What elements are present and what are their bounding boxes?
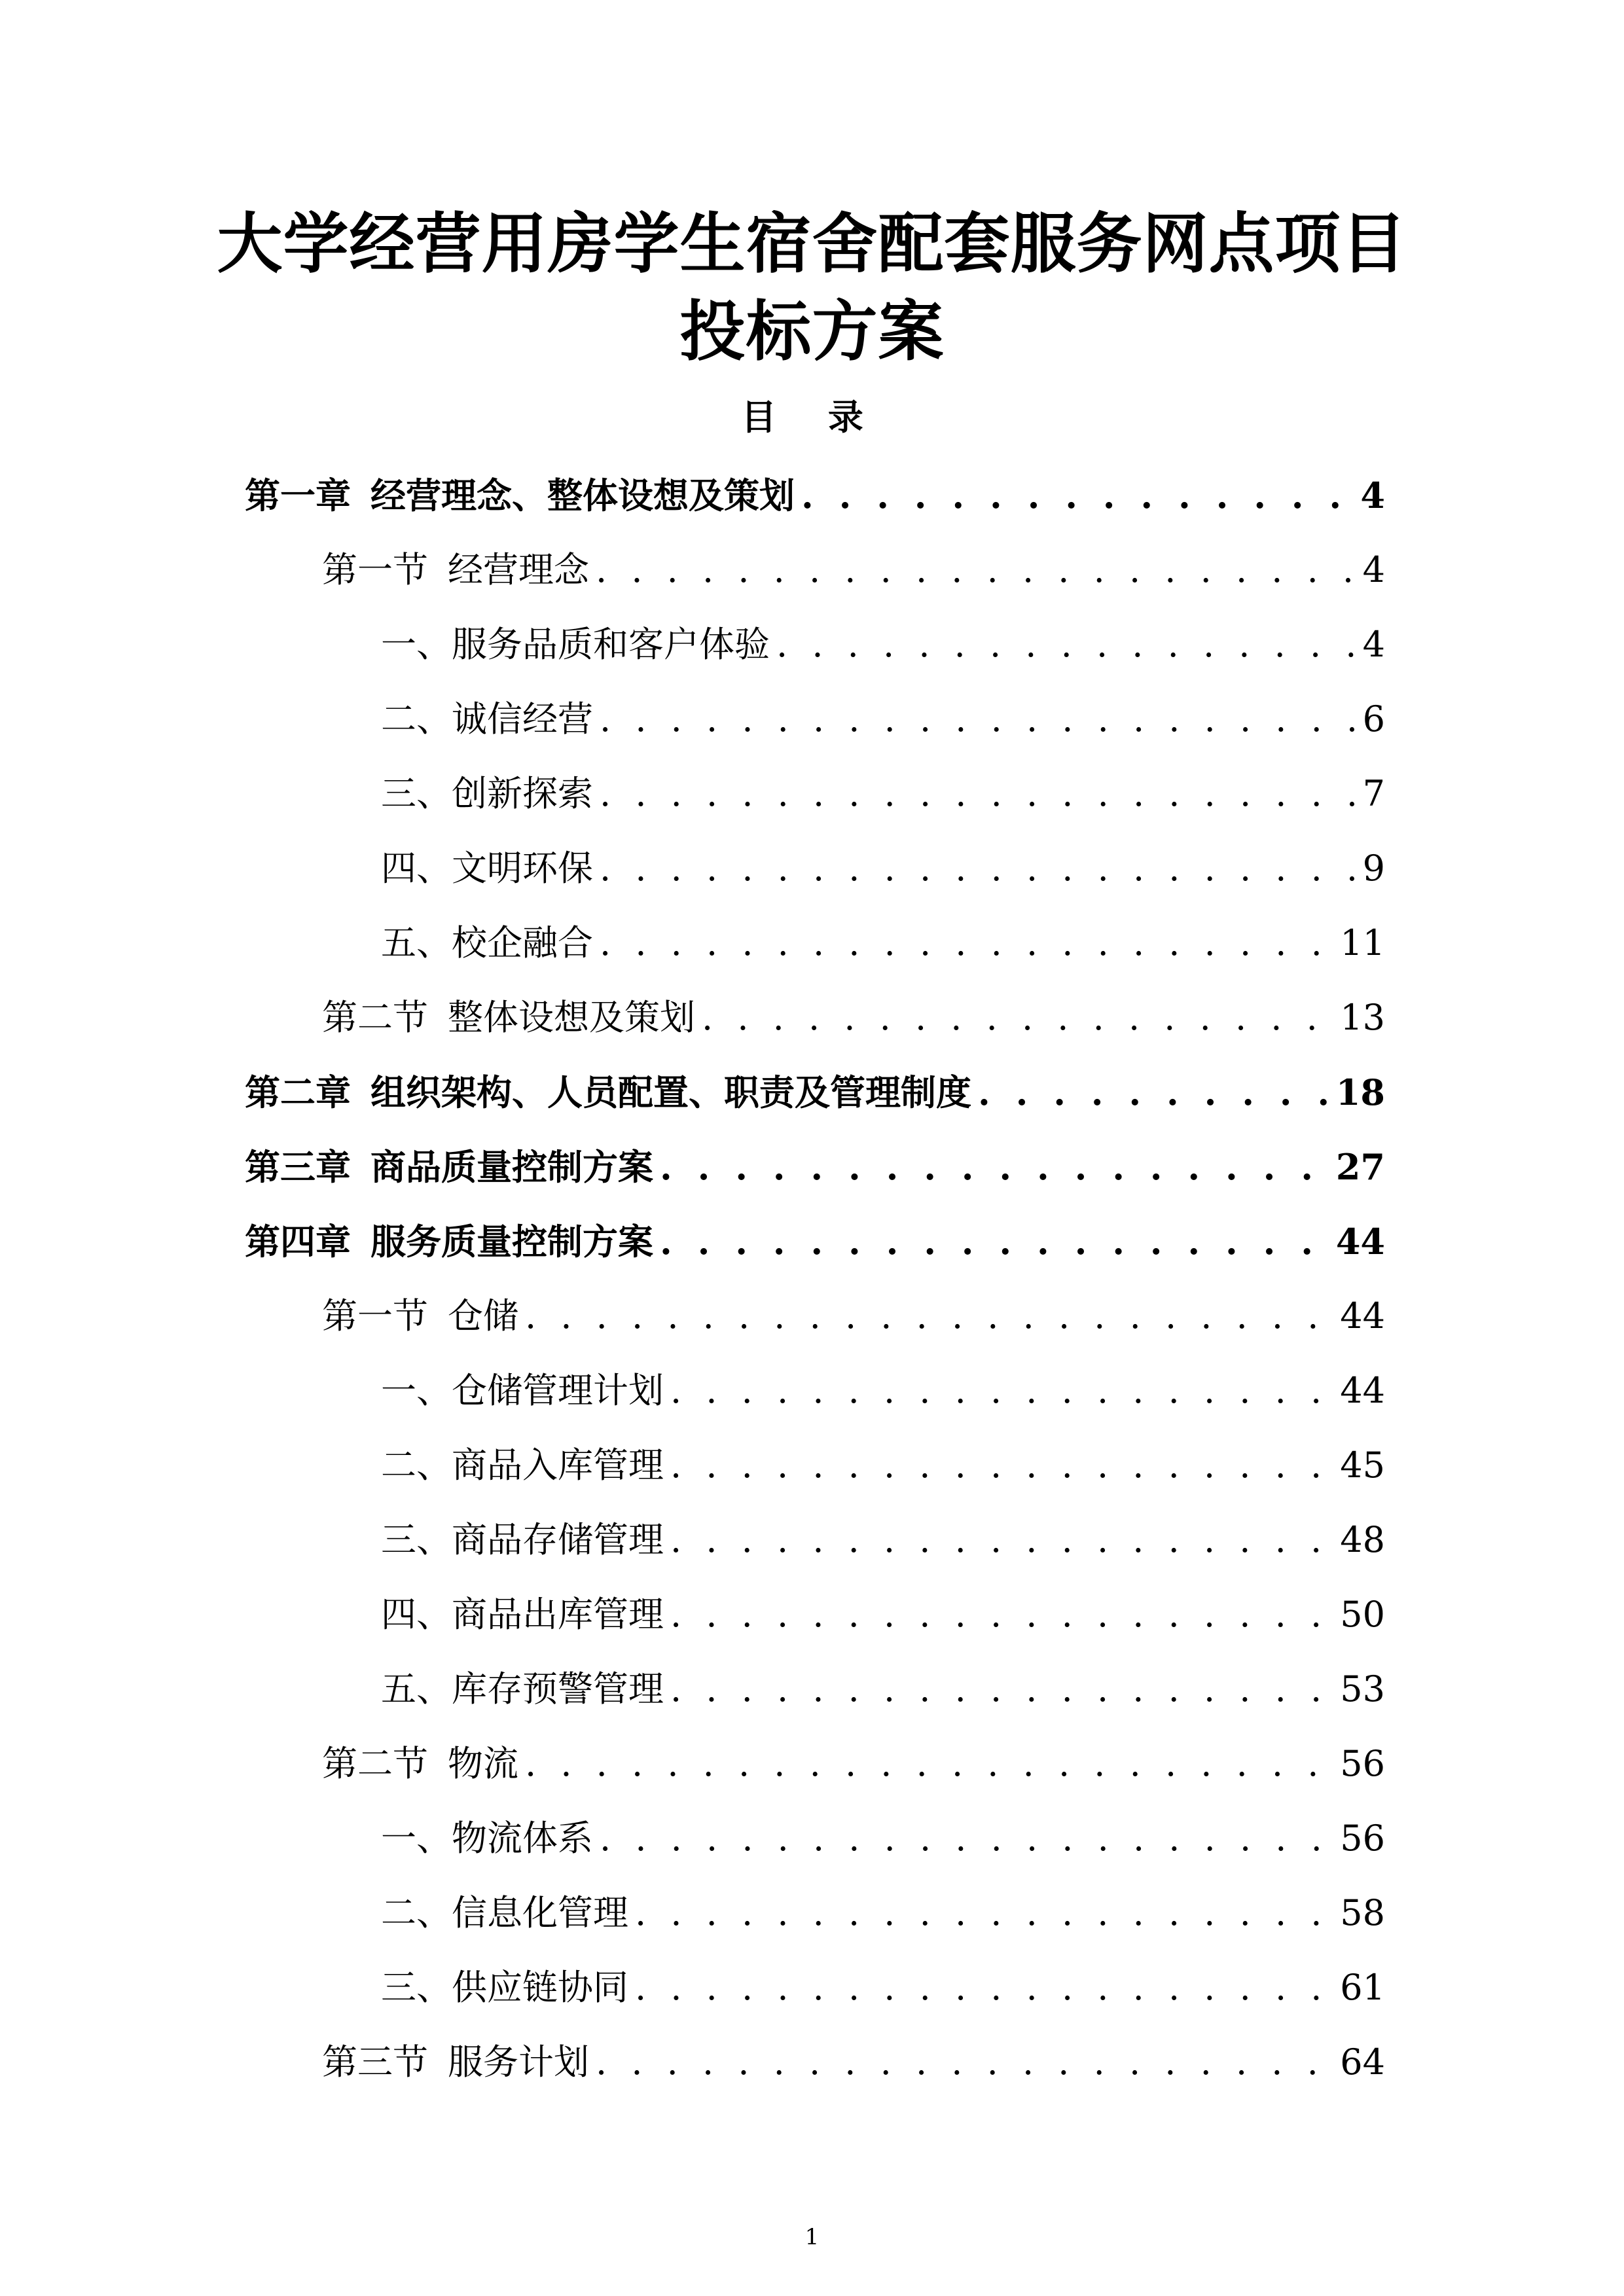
toc-entry-page: 64 — [1340, 2041, 1385, 2083]
toc-entry-label: 供应链协同 — [452, 1967, 628, 2008]
toc-dot-leader — [600, 906, 1333, 980]
toc-entry-number: 一、 — [381, 1370, 452, 1411]
toc-entry-number: 第三章 — [245, 1146, 351, 1188]
toc-entry-number: 第三节 — [322, 2041, 428, 2083]
toc-entry-page: 4 — [1362, 549, 1385, 590]
toc-dot-leader — [670, 1577, 1333, 1652]
toc-entry-page: 13 — [1340, 997, 1385, 1038]
toc-dot-leader — [776, 607, 1356, 682]
toc-entry[interactable] — [245, 1577, 1385, 1652]
toc-dot-leader — [596, 533, 1356, 607]
toc-entry[interactable] — [245, 1055, 1385, 1130]
toc-dot-leader — [660, 1204, 1329, 1279]
toc-entry[interactable] — [245, 1950, 1385, 2025]
toc-entry-number: 二、 — [381, 1892, 452, 1933]
toc-entry[interactable] — [245, 1354, 1385, 1428]
toc-dot-leader — [525, 1279, 1333, 1354]
toc-entry-page: 44 — [1340, 1295, 1385, 1336]
toc-entry-page: 11 — [1340, 922, 1385, 963]
toc-entry-page: 44 — [1340, 1370, 1385, 1411]
toc-entry[interactable] — [245, 2025, 1385, 2100]
toc-entry-number: 四、 — [381, 848, 452, 889]
toc-entry-number: 一、 — [381, 624, 452, 665]
toc-dot-leader — [600, 757, 1356, 831]
toc-entry-number: 第四章 — [245, 1221, 351, 1263]
toc-entry-page: 50 — [1340, 1594, 1385, 1635]
toc-entry-label: 校企融合 — [452, 922, 593, 963]
toc-entry-label: 商品存储管理 — [452, 1519, 664, 1560]
toc-dot-leader — [978, 1055, 1329, 1130]
toc-entry-label: 文明环保 — [452, 848, 593, 889]
toc-entry-label: 物流 — [448, 1743, 518, 1784]
toc-entry-number: 第二章 — [245, 1071, 351, 1113]
toc-entry-page: 61 — [1340, 1967, 1385, 2008]
page-number: 1 — [804, 2224, 820, 2250]
toc-entry-page: 56 — [1340, 1818, 1385, 1859]
toc-entry[interactable] — [245, 1503, 1385, 1577]
toc-entry-number: 第一章 — [245, 475, 351, 516]
toc-dot-leader — [801, 458, 1354, 533]
toc-entry-number: 二、 — [381, 698, 452, 740]
toc-dot-leader — [635, 1876, 1333, 1950]
toc-entry[interactable] — [245, 533, 1385, 607]
toc-entry-label: 物流体系 — [452, 1818, 593, 1859]
toc-entry-label: 组织架构、人员配置、职责及管理制度 — [370, 1071, 971, 1113]
toc-dot-leader — [635, 1950, 1333, 2025]
toc-entry-label: 商品质量控制方案 — [370, 1146, 653, 1188]
toc-entry-number: 第二节 — [322, 997, 428, 1038]
toc-entry-label: 商品出库管理 — [452, 1594, 664, 1635]
toc-entry-label: 诚信经营 — [452, 698, 593, 740]
toc-entry[interactable] — [245, 831, 1385, 906]
toc-dot-leader — [600, 1801, 1333, 1876]
toc-entry-label: 经营理念 — [448, 549, 589, 590]
toc-dot-leader — [670, 1428, 1333, 1503]
toc-entry-label: 整体设想及策划 — [448, 997, 695, 1038]
toc-entry[interactable] — [245, 1130, 1385, 1204]
toc-dot-leader — [670, 1354, 1333, 1428]
toc-entry-number: 一、 — [381, 1818, 452, 1859]
toc-entry-page: 53 — [1340, 1668, 1385, 1710]
toc-dot-leader — [525, 1727, 1333, 1801]
toc-entry-page: 44 — [1335, 1221, 1385, 1263]
toc-entry-page: 4 — [1362, 624, 1385, 665]
toc-dot-leader — [596, 2025, 1333, 2100]
toc-entry[interactable] — [245, 1204, 1385, 1279]
toc-entry-number: 第一节 — [322, 1295, 428, 1336]
toc-entry-label: 仓储 — [448, 1295, 518, 1336]
toc-entry-number: 第一节 — [322, 549, 428, 590]
document-title-line2: 投标方案 — [679, 293, 945, 370]
toc-dot-leader — [670, 1503, 1333, 1577]
toc-entry-number: 二、 — [381, 1444, 452, 1486]
table-of-contents — [245, 458, 1385, 2100]
toc-entry[interactable] — [245, 1727, 1385, 1801]
toc-entry-label: 经营理念、整体设想及策划 — [370, 475, 795, 516]
toc-dot-leader — [670, 1652, 1333, 1727]
toc-entry[interactable] — [245, 682, 1385, 757]
toc-entry-label: 信息化管理 — [452, 1892, 628, 1933]
toc-entry-label: 商品入库管理 — [452, 1444, 664, 1486]
toc-entry[interactable] — [245, 458, 1385, 533]
toc-entry-number: 第二节 — [322, 1743, 428, 1784]
toc-entry[interactable] — [245, 1279, 1385, 1354]
toc-entry-number: 五、 — [381, 922, 452, 963]
toc-entry-page: 56 — [1340, 1743, 1385, 1784]
toc-dot-leader — [600, 831, 1356, 906]
toc-entry[interactable] — [245, 1876, 1385, 1950]
toc-entry-label: 服务品质和客户体验 — [452, 624, 770, 665]
toc-entry-page: 45 — [1340, 1444, 1385, 1486]
toc-dot-leader — [702, 980, 1333, 1055]
toc-heading: 目 录 — [741, 396, 883, 438]
toc-entry-page: 18 — [1335, 1071, 1385, 1113]
toc-entry-page: 4 — [1360, 475, 1385, 516]
toc-entry-label: 服务计划 — [448, 2041, 589, 2083]
toc-entry-page: 6 — [1362, 698, 1385, 740]
toc-entry[interactable] — [245, 1801, 1385, 1876]
toc-entry-number: 三、 — [381, 1519, 452, 1560]
toc-entry[interactable] — [245, 906, 1385, 980]
toc-entry-number: 三、 — [381, 1967, 452, 2008]
toc-entry-label: 服务质量控制方案 — [370, 1221, 653, 1263]
toc-dot-leader — [660, 1130, 1329, 1204]
toc-entry[interactable] — [245, 1428, 1385, 1503]
toc-entry-page: 48 — [1340, 1519, 1385, 1560]
toc-entry[interactable] — [245, 757, 1385, 831]
toc-entry-label: 仓储管理计划 — [452, 1370, 664, 1411]
toc-entry-number: 五、 — [381, 1668, 452, 1710]
toc-entry-page: 58 — [1340, 1892, 1385, 1933]
toc-entry-number: 四、 — [381, 1594, 452, 1635]
toc-entry[interactable] — [245, 1652, 1385, 1727]
toc-entry[interactable] — [245, 607, 1385, 682]
toc-dot-leader — [600, 682, 1356, 757]
toc-entry-label: 库存预警管理 — [452, 1668, 664, 1710]
toc-entry[interactable] — [245, 980, 1385, 1055]
toc-entry-page: 27 — [1335, 1146, 1385, 1188]
document-title-line1: 大学经营用房学生宿舍配套服务网点项目 — [217, 205, 1407, 282]
toc-entry-page: 9 — [1362, 848, 1385, 889]
toc-entry-label: 创新探索 — [452, 773, 593, 814]
toc-entry-number: 三、 — [381, 773, 452, 814]
toc-entry-page: 7 — [1362, 773, 1385, 814]
